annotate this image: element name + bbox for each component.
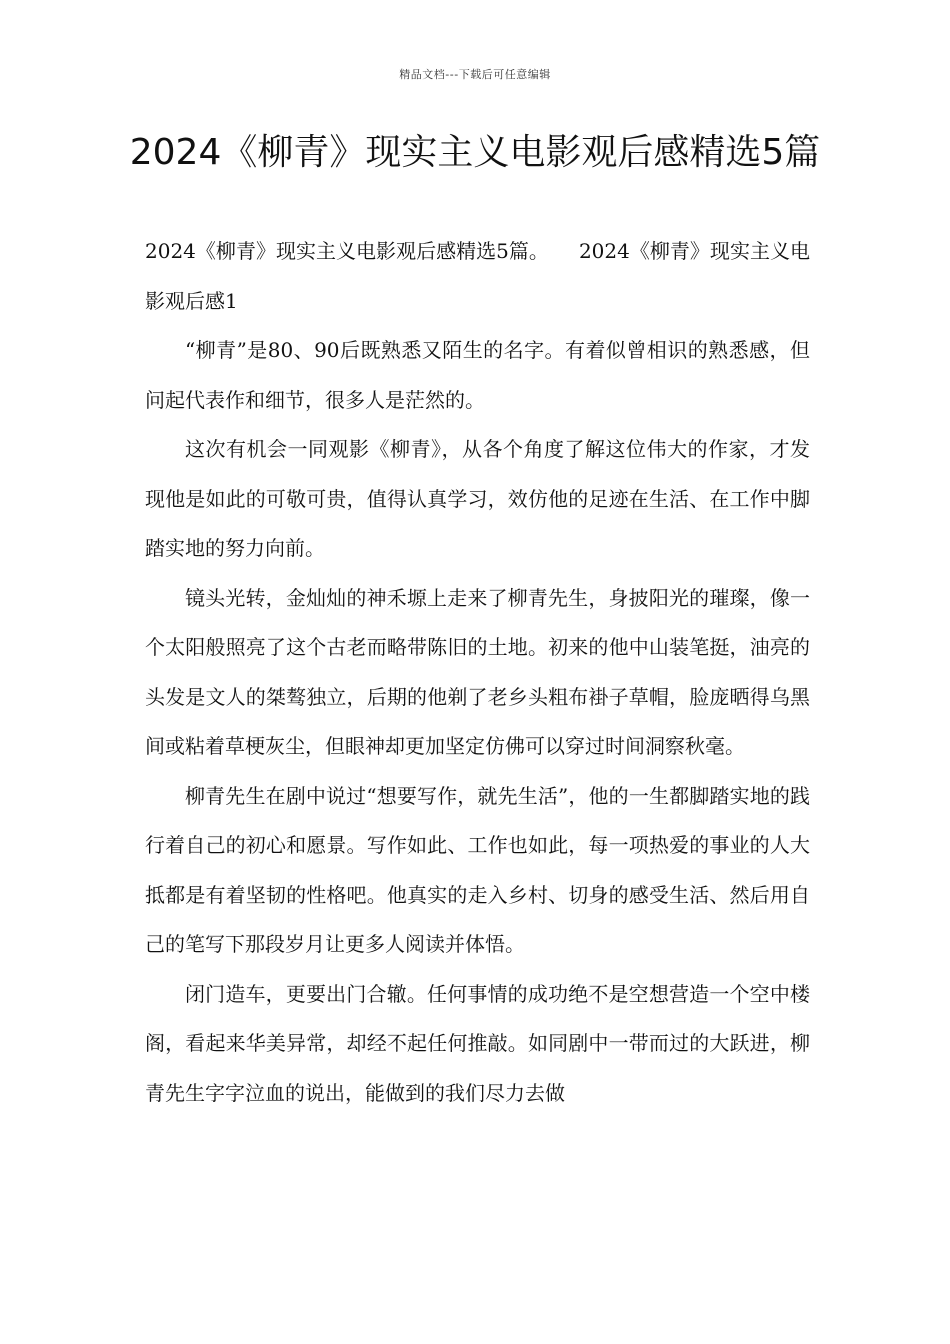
document-body <box>145 227 810 1118</box>
body-paragraph-1: “柳青”是80、90后既熟悉又陌生的名字。有着似曾相识的熟悉感，但问起代表作和细节，很多人是茫然的。 <box>145 338 810 412</box>
body-paragraph-3: 镜头光转，金灿灿的神禾塬上走来了柳青先生，身披阳光的璀璨，像一个太阳般照亮了这个古老而略带陈旧的土地。初来的他中山装笔挺，油亮的头发是文人的桀骜独立，后期的他剃了老乡头粗布褂子草帽，脸庞晒得乌黑间或粘着草梗灰尘，但眼神却更加坚定仿佛可以穿过时间洞察秋毫。 <box>145 585 810 758</box>
intro-paragraph: 2024《柳青》现实主义电影观后感精选5篇。 2024《柳青》现实主义电影观后感1 <box>145 239 810 313</box>
body-paragraph-5: 闭门造车，更要出门合辙。任何事情的成功绝不是空想营造一个空中楼阁，看起来华美异常，却经不起任何推敲。如同剧中一带而过的大跃进，柳青先生字字泣血的说出，能做到的我们尽力去做 <box>145 981 810 1105</box>
body-paragraph-4: 柳青先生在剧中说过“想要写作，就先生活”，他的一生都脚踏实地的践行着自己的初心和愿景。写作如此、工作也如此，每一项热爱的事业的人大抵都是有着坚韧的性格吧。他真实的走入乡村、切身的感受生活、然后用自己的笔写下那段岁月让更多人阅读并体悟。 <box>145 783 810 956</box>
header-note: 精品文档---下载后可任意编辑 <box>399 68 551 81</box>
body-paragraph-2: 这次有机会一同观影《柳青》，从各个角度了解这位伟大的作家，才发现他是如此的可敬可贵，值得认真学习，效仿他的足迹在生活、在工作中脚踏实地的努力向前。 <box>145 437 810 560</box>
document-title: 2024《柳青》现实主义电影观后感精选5篇 <box>129 132 821 173</box>
